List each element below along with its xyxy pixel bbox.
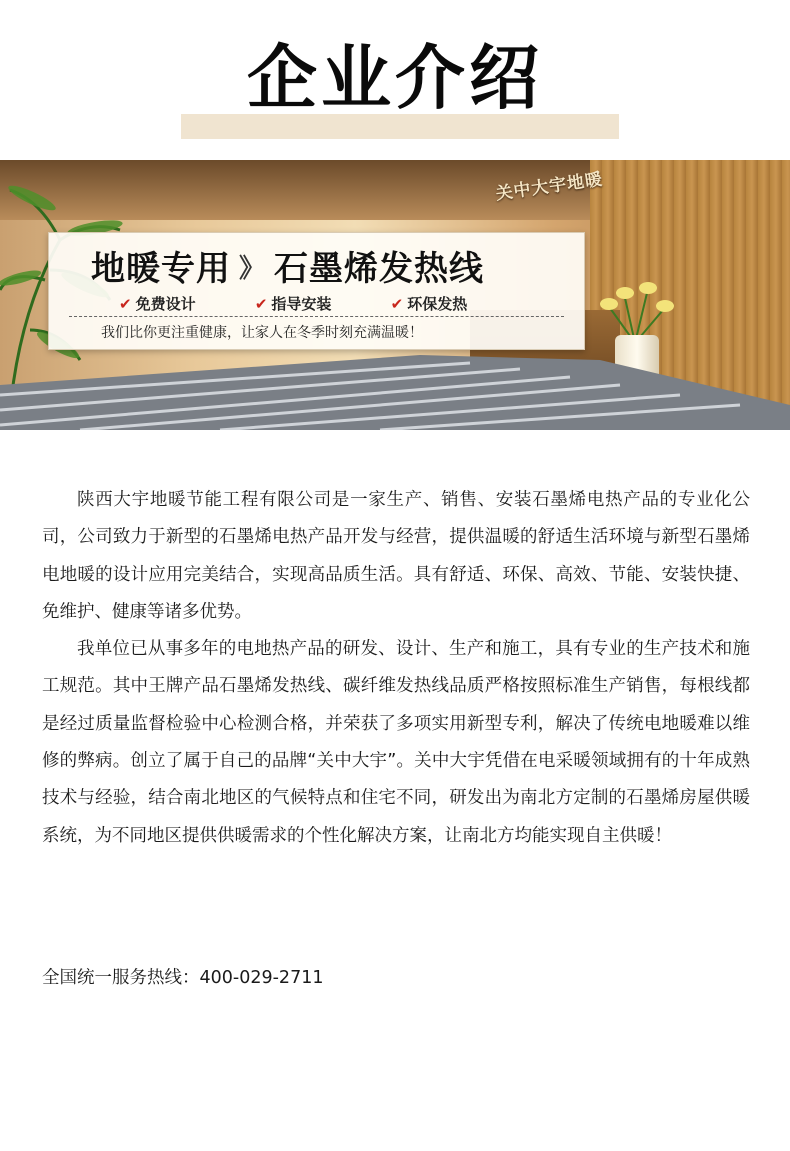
feature-label: 免费设计 [135,295,196,313]
lily-flowers-icon [585,268,685,343]
feature-item [255,293,332,314]
paragraph: 陕西大宇地暖节能工程有限公司是一家生产、销售、安装石墨烯电热产品的专业化公司，公司致力于新型的石墨烯电热产品开发与经营，提供温暖的舒适生活环境与新型石墨烯电地暖的设计应用完美结合，实现高品质生活。具有舒适、环保、高效、节能、安装快捷、免维护、健康等诸多优势。 [42,490,750,622]
feature-item [391,293,468,314]
heating-floor-icon [0,355,790,430]
banner-headline [91,241,484,290]
feature-item [119,293,196,314]
banner-wall-sign: 关中大宇地暖 [494,169,605,205]
check-icon: ✔ [390,295,404,313]
banner-ad-panel [48,232,585,350]
banner-image [0,160,790,430]
check-icon: ✔ [254,295,268,313]
panel-divider [69,316,564,317]
headline-left: 地暖专用 [91,249,231,289]
page-title: 企业介绍 [247,37,543,119]
service-hotline: 全国统一服务热线：400-029-2711 [42,968,324,988]
title-section [0,0,790,150]
banner-slogan: 我们比你更注重健康，让家人在冬季时刻充满温暖！ [101,325,423,341]
feature-label: 环保发热 [407,295,468,313]
headline-right: 石墨烯发热线 [274,249,485,289]
company-description [42,482,750,855]
double-chevron-icon: 》 [239,254,267,284]
feature-label: 指导安装 [271,295,332,313]
paragraph: 我单位已从事多年的电地热产品的研发、设计、生产和施工，具有专业的生产技术和施工规范。其中王牌产品石墨烯发热线、碳纤维发热线品质严格按照标准生产销售，每根线都是经过质量监督检验中心检测合格，并荣获了多项实用新型专利，解决了传统电地暖难以维修的弊病。创立了属于自己的品牌“关中大宇”。关中大宇凭借在电采暖领域拥有的十年成熟技术与经验，结合南北地区的气候特点和住宅不同，研发出为南北方定制的石墨烯房屋供暖系统，为不同地区提供供暖需求的个性化解决方案，让南北方均能实现自主供暖！ [42,639,750,846]
check-icon: ✔ [119,295,132,313]
banner-features [119,293,579,314]
